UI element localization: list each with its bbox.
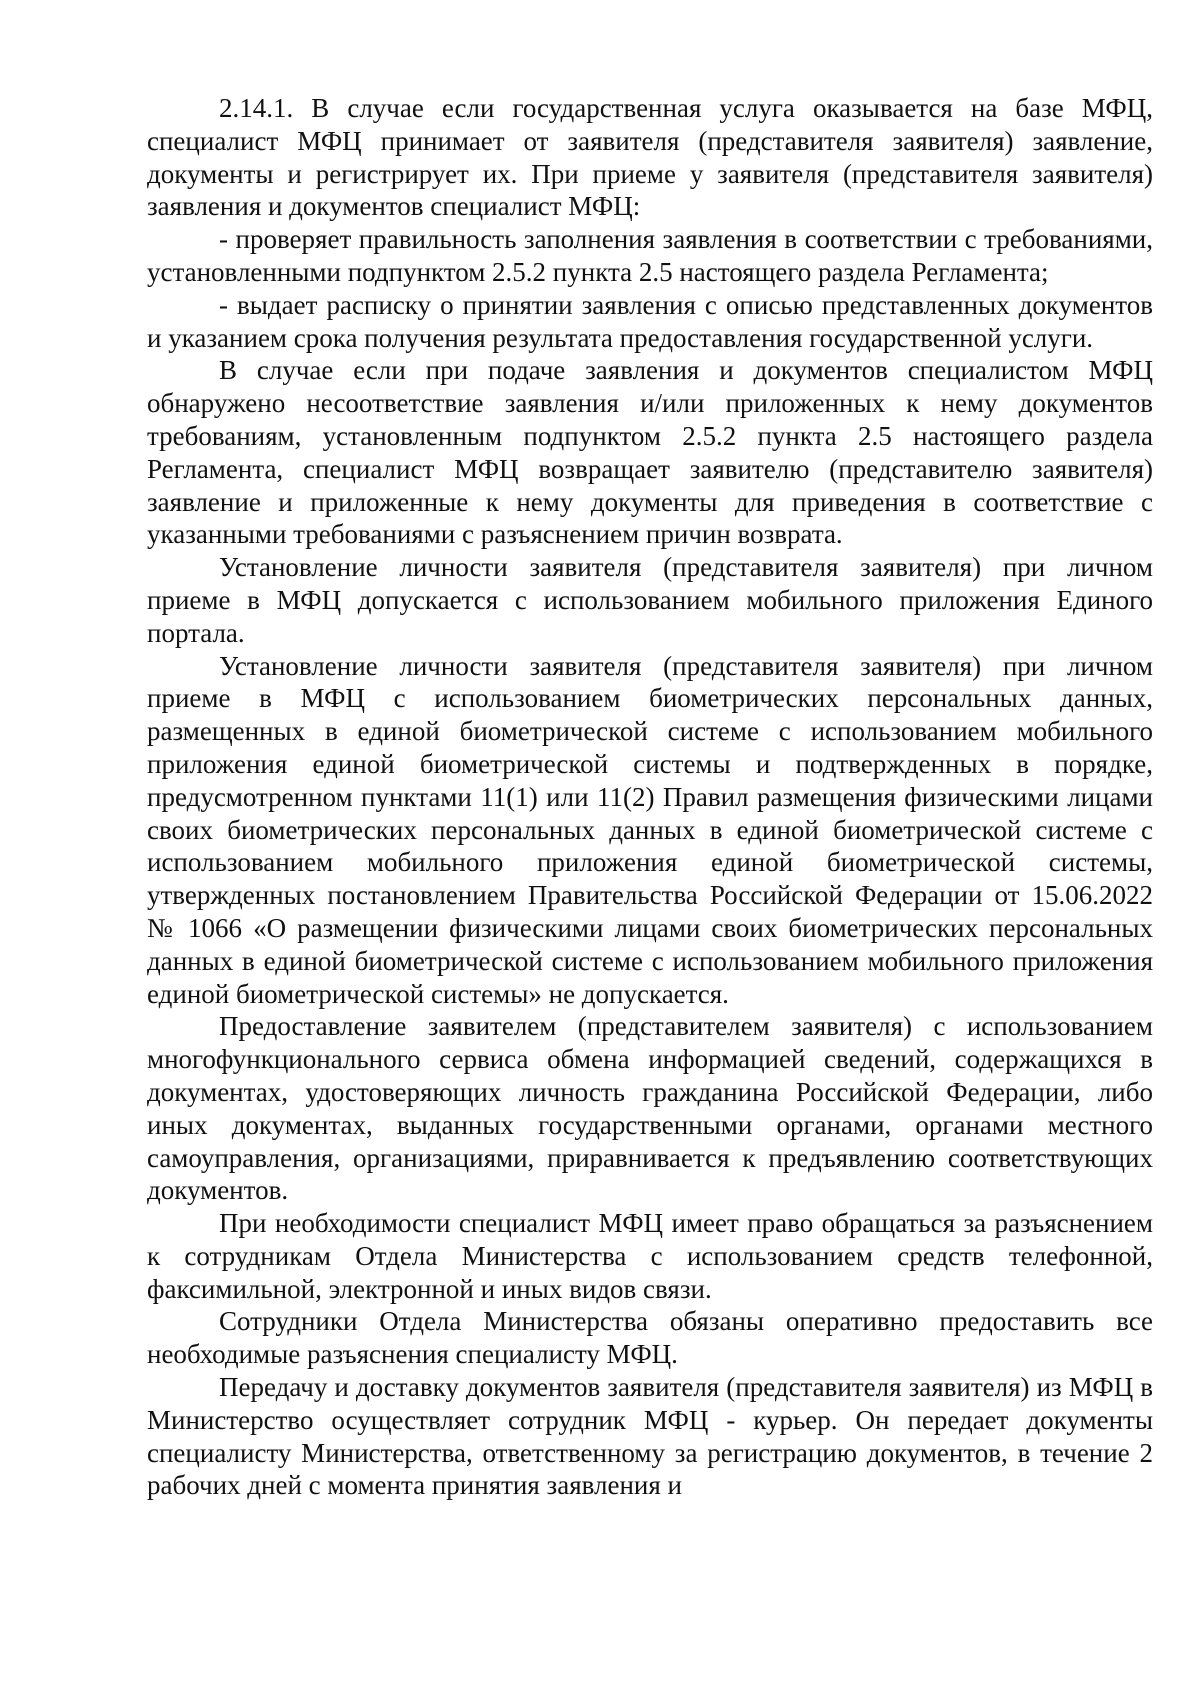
- paragraph-identity-biometric: Установление личности заявителя (представителя заявителя) при личном приеме в МФЦ с использованием биометрических персональных данных, размещенных в единой биометрической системе с использованием мобильного приложения единой биометрической системы и подтвержденных в порядке, предусмотренном пунктами 11(1) или 11(2) Правил размещения физическими лицами своих биометрических персональных данных в единой биометрической системе с использованием мобильного приложения единой биометрической системы, утвержденных постановлением Правительства Российской Федерации от 15.06.2022 № 1066 «О размещении физическими лицами своих биометрических персональных данных в единой биометрической системе с использованием мобильного приложения единой биометрической системы» не допускается.: [147, 650, 1153, 1009]
- paragraph-clarification-request: При необходимости специалист МФЦ имеет право обращаться за разъяснением к сотрудникам Отдела Министерства с использованием средств телефонной, факсимильной, электронной и иных видов связи.: [147, 1208, 1153, 1304]
- list-item-issue-receipt: - выдает расписку о принятии заявления с описью представленных документов и указанием срока получения результата предоставления государственной услуги.: [147, 289, 1153, 353]
- paragraph-ministry-staff-duty: Сотрудники Отдела Министерства обязаны оперативно предоставить все необходимые разъяснения специалисту МФЦ.: [147, 1306, 1153, 1370]
- paragraph-2-14-1: 2.14.1. В случае если государственная услуга оказывается на базе МФЦ, специалист МФЦ принимает от заявителя (представителя заявителя) заявление, документы и регистрирует их. При приеме у заявителя (представителя заявителя) заявления и документов специалист МФЦ:: [147, 93, 1153, 222]
- paragraph-identity-mobile-app: Установление личности заявителя (представителя заявителя) при личном приеме в МФЦ допускается с использованием мобильного приложения Единого портала.: [147, 552, 1153, 648]
- paragraph-nonconformity-return: В случае если при подаче заявления и документов специалистом МФЦ обнаружено несоответствие заявления и/или приложенных к нему документов требованиям, установленным подпунктом 2.5.2 пункта 2.5 настоящего раздела Регламента, специалист МФЦ возвращает заявителю (представителю заявителя) заявление и приложенные к нему документы для приведения в соответствие с указанными требованиями с разъяснением причин возврата.: [147, 355, 1153, 550]
- list-item-check-application: - проверяет правильность заполнения заявления в соответствии с требованиями, установленными подпунктом 2.5.2 пункта 2.5 настоящего раздела Регламента;: [147, 224, 1153, 287]
- paragraph-document-delivery: Передачу и доставку документов заявителя (представителя заявителя) из МФЦ в Министерство осуществляет сотрудник МФЦ - курьер. Он передает документы специалисту Министерства, ответственному за регистрацию документов, в течение 2 рабочих дней с момента принятия заявления и: [147, 1372, 1153, 1501]
- document-body: [147, 92, 1153, 1502]
- paragraph-multifunctional-service: Предоставление заявителем (представителем заявителя) с использованием многофункционального сервиса обмена информацией сведений, содержащихся в документах, удостоверяющих личность гражданина Российской Федерации, либо иных документах, выданных государственными органами, органами местного самоуправления, организациями, приравнивается к предъявлению соответствующих документов.: [147, 1011, 1153, 1206]
